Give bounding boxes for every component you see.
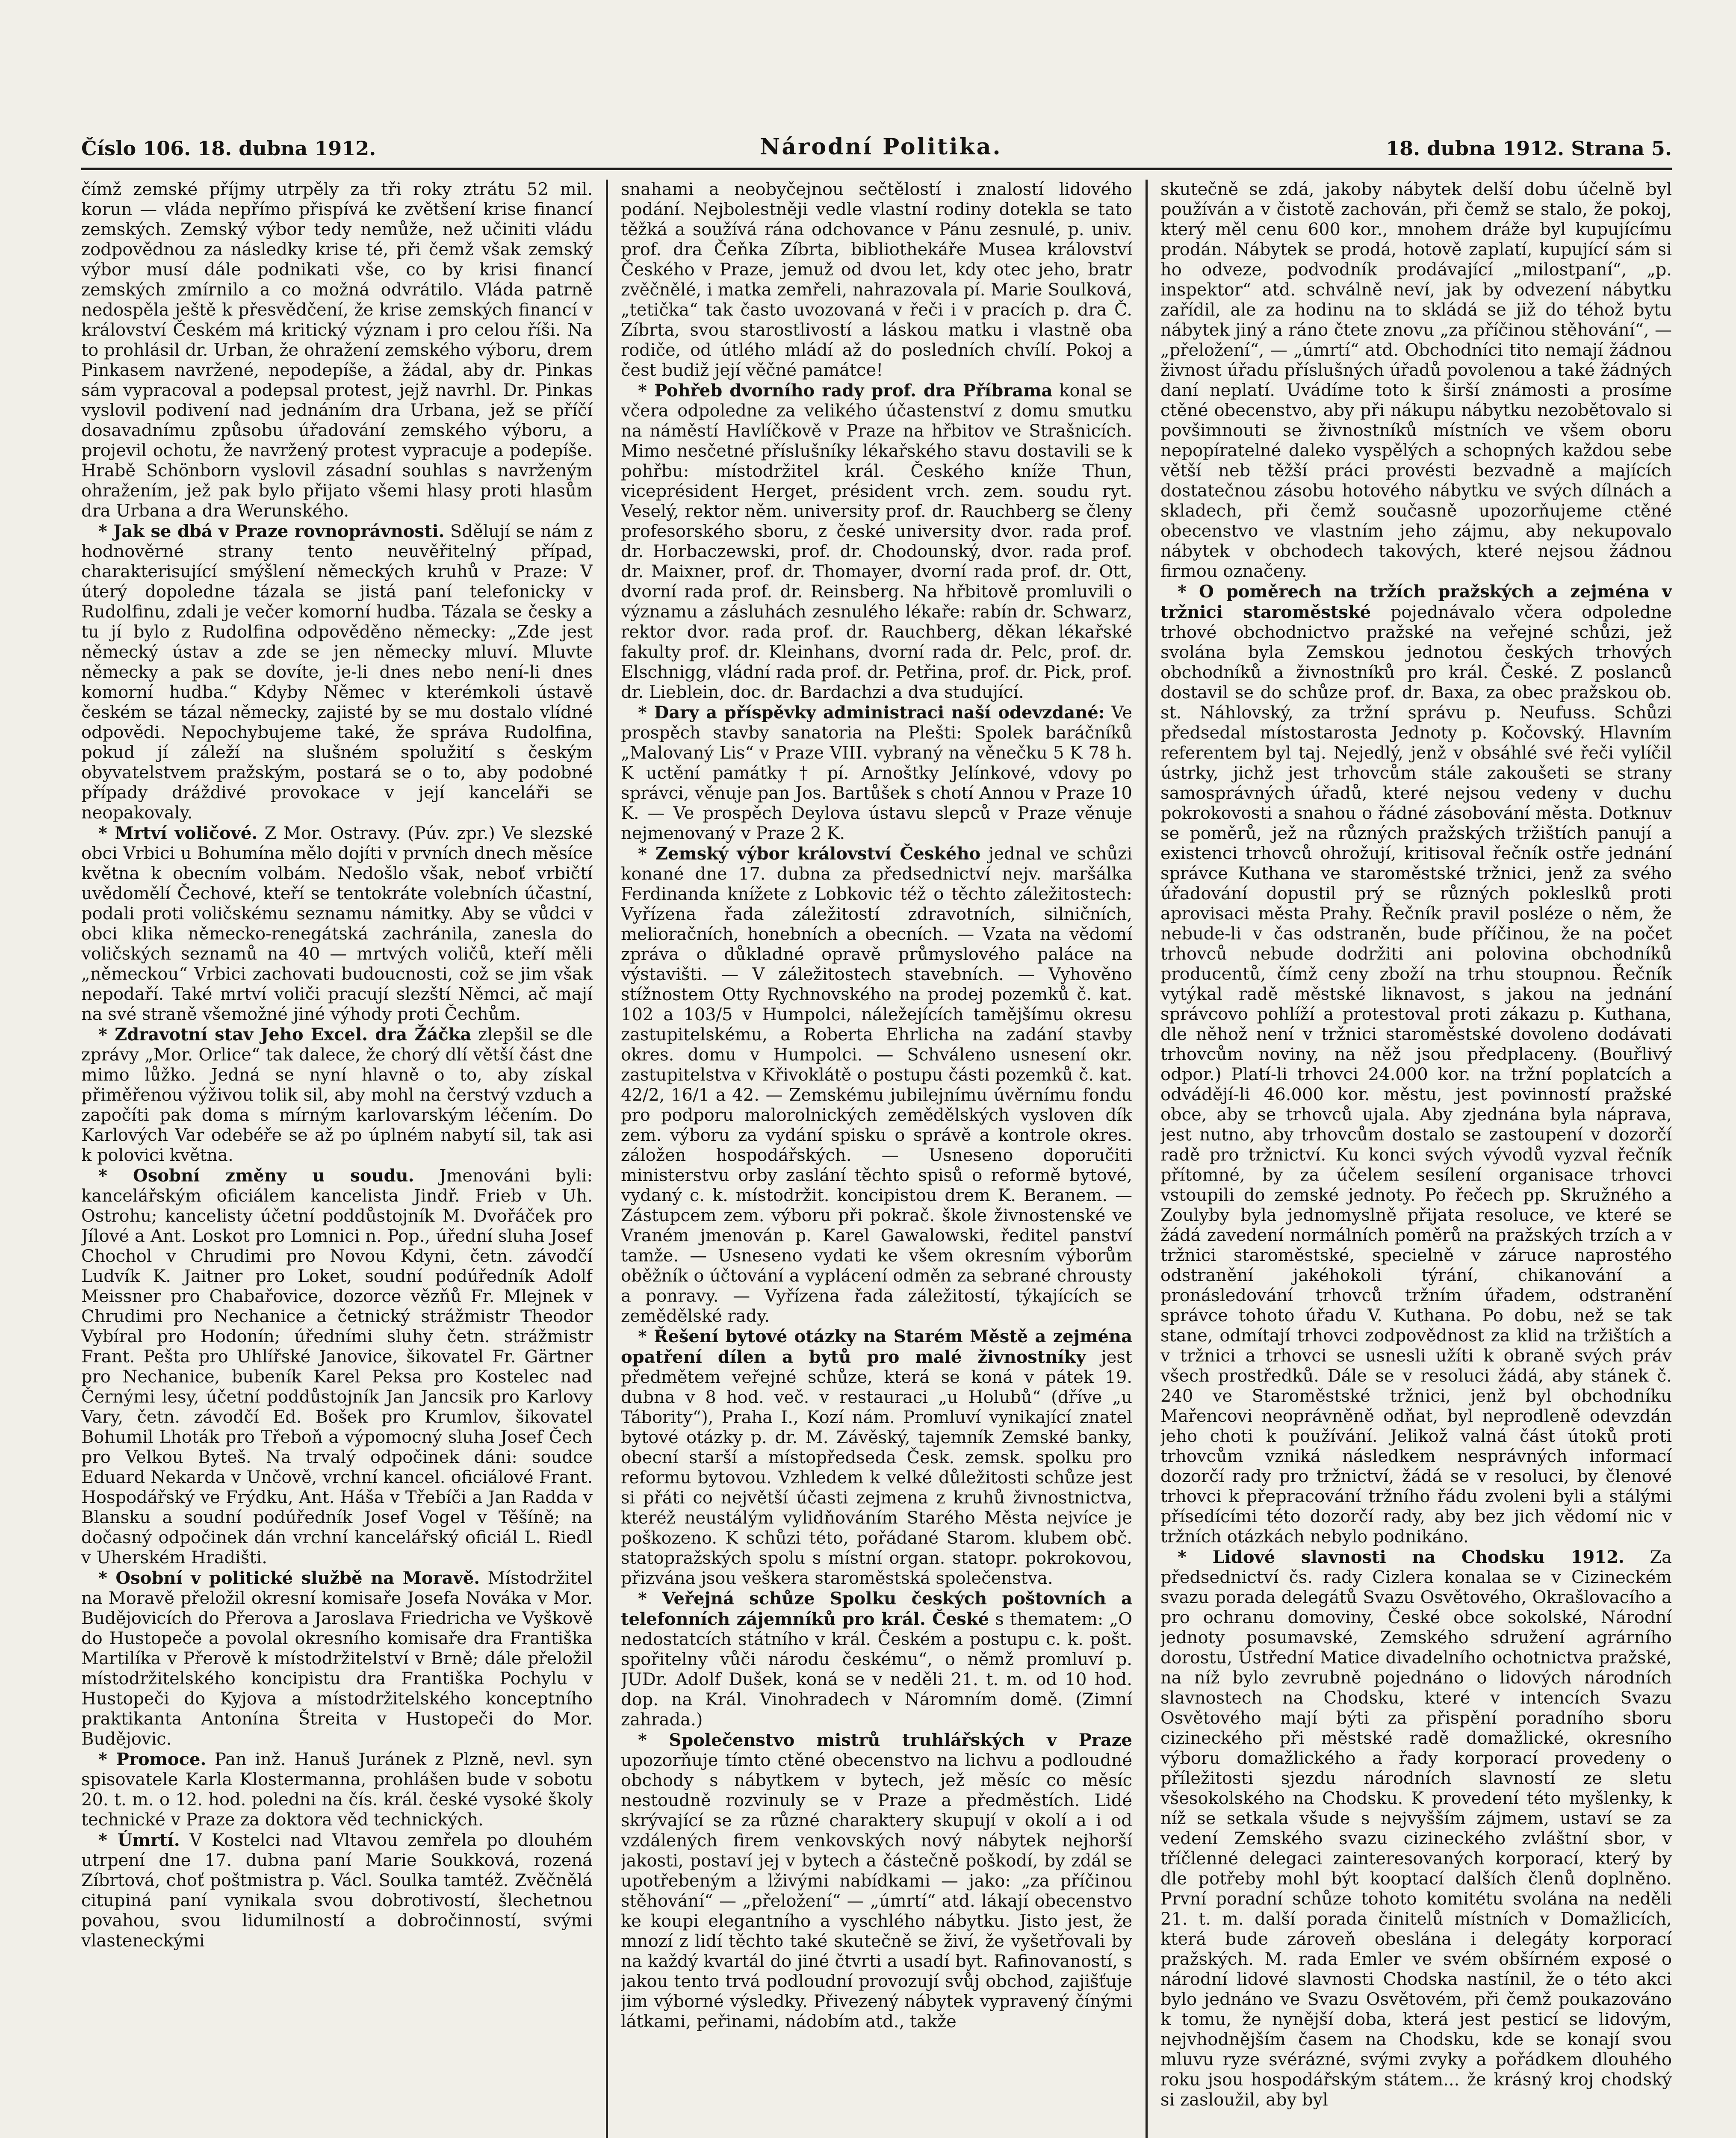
article-paragraph [621, 180, 1132, 381]
article-text: Ve prospěch stavby sanatoria na Plešti: Spolek baráčníků „Malovaný Lis“ v Praze VIII. vybraný na věnečku 5 K 78 h. K uctění památky † pí. Arnoštky Jelínkové, vdovy po správci, věnuje pan Jos. Bartůšek s chotí Annou v Praze 10 K. — Ve prospěch Deylova ústavu slepců v Praze věnuje nejmenovaný v Praze 2 K. [621, 703, 1132, 843]
issue-number: Číslo 106. 18. dubna 1912. [81, 137, 376, 160]
column-rule [606, 180, 608, 2138]
article-heading: * Veřejná schůze Spolku českých poštovních a telefonních zájemníků pro král. České [621, 1589, 1132, 1629]
article-text: konal se včera odpoledne za velikého účastenství z domu smutku na náměstí Havlíčkově v Praze na hřbitov ve Strašnicích. Mimo nesčetné příslušníky lékařského stavu dostavili se k pohřbu: místodržitel král. Českého kníže Thun, viceprésident Herget, président vrch. zem. soudu ryt. Veselý, rektor něm. university prof. dr. Rauchberg se členy profesorského sboru, z české university dvor. rada prof. dr. Horbaczewski, prof. dr. Chodounský, dvor. rada prof. dr. Maixner, prof. dr. Thomayer, dvorní rada prof. dr. Ott, dvorní rada prof. dr. Reinsberg. Na hřbitově promluvili o významu a zásluhách zesnulého lékaře: rabín dr. Schwarz, rektor dvor. rada prof. dr. Rauchberg, děkan lékařské fakulty prof. dr. Kleinhans, dvorní rada dr. Pelc, prof. dr. Elschnigg, vládní rada prof. dr. Petřina, prof. dr. Pick, prof. dr. Lieblein, doc. dr. Bardachzi a dva studující. [621, 381, 1132, 702]
article-paragraph [621, 703, 1132, 844]
article-text: upozorňuje tímto ctěné obecenstvo na lichvu a podloudné obchody s nábytkem v bytech, jež měsíc co měsíc nestoudně rozvinuly se v Praze a předměstích. Lidé skrývající se za různé charaktery skupují v okolí a i od vzdálených firem venkovských nový nábytek nejhorší jakosti, postaví jej v bytech a částečně poškodí, by zdál se upotřebeným a lživými nabídkami — jako: „za příčinou stěhování“ — „přeložení“ — „úmrtí“ atd. lákají obecenstvo ke koupi elegantního a vyschlého nábytku. Jisto jest, že mnozí z lidí těchto také skutečně se živí, že vyšetřovali by na každý kvartál do jiné čtvrti a usadí byt. Rafinovaností, s jakou tento trvá podloudní provozují svůj obchod, zajišťuje jim výborné výsledky. Přivezený nábytek vypravený čínými látkami, peřinami, nádobím atd., takže [621, 1751, 1132, 2032]
article-paragraph [81, 1166, 593, 1568]
article-paragraph [621, 1326, 1132, 1589]
column-3 [1160, 180, 1672, 2138]
article-text: Místodržitel na Moravě přeložil okresní komisaře Josefa Nováka v Mor. Budějovicích do Přerova a Jaroslava Friedricha ve Vyškově do Hustopeče a povolal okresního komisaře dra Františka Martilíka v Přerově k místodržitelství v Brně; dále přeložil místodržitelského koncipistu dra Františka Pochylu v Hustopeči do Kyjova a místodržitelského konceptního praktikanta Antonína Štreita v Hustopeči do Mor. Budějovic. [81, 1568, 593, 1749]
article-heading: * Pohřeb dvorního rady prof. dra Příbrama [638, 381, 1053, 401]
article-text: pojednávalo včera odpoledne trhové obchodnictvo pražské na veřejné schůzi, jež svolána byla Zemskou jednotou českých trhových obchodníků a živnostníků pro král. České. Z poslanců dostavil se do schůze prof. dr. Baxa, za obec pražskou ob. st. Náhlovský, za tržní správu p. Neufuss. Schůzi předsedal místostarosta Jednoty p. Kočovský. Hlavním referentem byl taj. Nejedlý, jenž v obsáhlé své řeči vylíčil ústrky, jichž jest trhovcům stále zakoušeti se strany samosprávných úřadů, které nejsou vedeny v duchu pokrokovosti a snahou o řádné zásobování města. Dotknuv se poměrů, jež na různých pražských tržištích panují a existenci trhovců ohrožují, kritisoval řečník ostře jednání správce Kuthana ve staroměstské tržnici, jenž za svého úřadování dopustil prý se různých pokleslků proti aprovisaci města Prahy. Řečník pravil posléze o něm, že nebude-li v čas odstraněn, bude příčinou, že na počet trhovců nebude dodržiti ani polovina obchodníků producentů, čímž ceny zboží na trhu stoupnou. Řečník vytýkal radě městské liknavost, s jakou na jednání správcovo pohlíží a protestoval proti zákazu p. Kuthana, dle něhož není v tržnici staroměstské dovoleno dodávati trhovcům noviny, na něž jsou předplaceny. (Bouřlivý odpor.) Platí-li trhovci 24.000 kor. na tržní poplatcích a odvádějí-li 46.000 kor. městu, jest povinností pražské obce, aby se trhovců ujala. Aby zjednána byla náprava, jest nutno, aby trhovcům dostalo se zastoupení v dozorčí radě pro tržnictví. Ku konci svých vývodů vyzval řečník přítomné, by za účelem sesílení organisace trhovci vstoupili do zemské jednoty. Po řečech pp. Skružného a Zoulyby byla jednomyslně přijata resoluce, ve které se žádá zavedení normálních poměrů na pražských trzích a v tržnici staroměstské, specielně v záruce naprostého odstranění jakéhokoli týrání, chikanování a pronásledování trhovců tržním úřadem, odstranění správce tohoto úřadu V. Kuthana. Po dobu, než se tak stane, odmítají trhovci zodpovědnost za klid na tržištích a v tržnici a trhovci se usnesli užíti k obraně svých práv všech prostředků. Dále se v resoluci žádá, aby stánek č. 240 ve Staroměstské tržnici, jenž byl obchodníku Mařencovi neoprávněně odňat, byl neprodleně odevzdán jeho choti k používání. Jelikož valná část útoků proti trhovcům vzniká následkem nesprávných informací dozorčí rady pro tržnictví, žádá se v resoluci, by členové trhovci k přepracování tržního řádu zvoleni byli a stálými přísedícími této dozorčí rady, aby bez jich vědomí nic v tržních otázkách nebylo podnikáno. [1160, 602, 1672, 1547]
article-paragraph [81, 180, 593, 521]
article-paragraph [621, 844, 1132, 1326]
article-paragraph [621, 1730, 1132, 2032]
article-text: Sdělují se nám z hodnověrné strany tento neuvěřitelný případ, charakterisující smýšlení německých kruhů v Praze: V úterý dopoledne tázala se jistá paní telefonicky v Rudolfinu, zdali je večer komorní hudba. Tázala se česky a tu jí bylo z Rudolfina odpověděno německy: „Zde jest německý ústav a zde se jen německy mluví. Mluvte německy a pak se dovíte, je-li dnes nebo není-li dnes komorní hudba.“ Kdyby Němec v kterémkoli ústavě českém se tázal německy, zajisté by se mu dostalo vlídné odpovědi. Nepochybujeme také, že správa Rudolfina, pokud jí záleží na slušném spolužití s českým obyvatelstvem pražským, postará se o to, aby podobné případy dráždivé provokace v její kanceláři se neopakovaly. [81, 522, 593, 823]
article-text: jednal ve schůzi konané dne 17. dubna za předsednictví nejv. maršálka Ferdinanda knížete z Lobkovic též o těchto záležitostech: Vyřízena řada záležitostí zdravotních, silničních, melioračních, honebních a obecních. — Vzata na vědomí zpráva o důkladné opravě průmyslového paláce na výstavišti. — V záležitostech stavebních. — Vyhověno stížnostem Otty Rychnovského na prodej pozemků č. kat. 102 a 103/5 v Humpolci, náležejících tamějšímu okresu zastupitelskému, a Roberta Ehrlicha na zadání stavby okres. domu v Humpolci. — Schváleno usnesení okr. zastupitelstva v Křivoklátě o postupu části pozemků č. kat. 42/2, 16/1 a 42. — Zemskému jubilejnímu úvěrnímu fondu pro podporu malorolnických zemědělských vysloven dík zem. výboru za vydání spisku o správě a kontrole okres. záložen hospodářských. — Usneseno doporučiti ministerstvu orby zaslání těchto spisů o reformě bytové, vydaný c. k. místodržit. koncipistou drem K. Beranem. — Zástupcem zem. výboru při pokrač. škole živnostenské ve Vraném jmenován p. Karel Gawalowski, ředitel panství tamže. — Usneseno vydati ke všem okresním výborům oběžník o účtování a vyplácení odměn za sebrané chrousty a ponravy. — Vyřízena řada záležitostí, týkajících se zemědělské rady. [621, 844, 1132, 1326]
date-page: 18. dubna 1912. Strana 5. [1386, 137, 1672, 160]
article-heading: * O poměrech na tržích pražských a zejména v tržnici staroměstské [1160, 582, 1672, 622]
article-paragraph [621, 381, 1132, 703]
article-heading: * Lidové slavnosti na Chodsku 1912. [1178, 1547, 1624, 1567]
page-header [81, 0, 1672, 170]
article-heading: * Společenstvo mistrů truhlářských v Praze [638, 1730, 1132, 1750]
article-paragraph [81, 1749, 593, 1830]
article-paragraph [1160, 582, 1672, 1547]
article-text: čímž zemské příjmy utrpěly za tři roky ztrátu 52 mil. korun — vláda nepřímo přispívá ke zvětšení krise financí zemských. Zemský výbor tedy nemůže, než učiniti vládu zodpovědnou za následky krise té, při čemž však zemský výbor musí dále podnikati vše, co by krisi financí zemských zmírnilo a co možná odvrátilo. Vláda patrně nedospěla ještě k přesvědčení, že krise zemských financí v království Českém má kritický význam i pro celou říši. Na to prohlásil dr. Urban, že ohražení zemského výboru, drem Pinkasem navržené, nepodepíše, a žádal, aby dr. Pinkas sám vypracoval a podepsal protest, jejž navrhl. Dr. Pinkas vyslovil podivení nad jednáním dra Urbana, jež se příčí dosavadnímu způsobu úřadování zemského výboru, a projevil ochotu, že navržený protest vypracuje a podepíše. Hrabě Schönborn vyslovil zásadní souhlas s navrženým ohražením, jež pak bylo přijato všemi hlasy proti hlasům dra Urbana a dra Werunského. [81, 180, 593, 521]
column-1 [81, 180, 593, 2138]
article-paragraph [1160, 180, 1672, 582]
article-text: Pan inž. Hanuš Juránek z Plzně, nevl. syn spisovatele Karla Klostermanna, prohlášen bude v sobotu 20. t. m. o 12. hod. poledni na čís. král. české vysoké školy technické v Praze za doktora věd technických. [81, 1750, 593, 1830]
article-heading: * Promoce. [98, 1749, 207, 1769]
article-heading: * Osobní změny u soudu. [98, 1166, 414, 1186]
article-text: V Kostelci nad Vltavou zemřela po dlouhém utrpení dne 17. dubna paní Marie Soukková, rozená Zíbrtová, choť poštmistra p. Václ. Soulka tamtéž. Zvěčnělá citupiná paní vynikala svou dobrotivostí, šlechetnou povahou, svou lidumilností a dobročinností, svými vlasteneckými [81, 1831, 593, 1951]
article-heading: * Řešení bytové otázky na Starém Městě a zejména opatření dílen a bytů pro malé živnostníky [621, 1326, 1132, 1367]
article-heading: * Zemský výbor království Českého [638, 844, 981, 864]
article-heading: * Zdravotní stav Jeho Excel. dra Žáčka [98, 1025, 472, 1045]
article-text: skutečně se zdá, jakoby nábytek delší dobu účelně byl používán a v čistotě zachován, při čemž se stalo, že pokoj, který měl cenu 600 kor., mnohem dráže byl kupujícímu prodán. Nábytek se prodá, hotově zaplatí, kupující sám si ho odveze, podvodník prodávající „milostpaní“, „p. inspektor“ atd. schválně neví, jak by odvezení nábytku zařídil, ale za hodinu na to skládá se již do téhož bytu nábytek jiný a ráno čtete znovu „za příčinou stěhování“, — „přeložení“, — „úmrtí“ atd. Obchodníci tito nemají žádnou živnost úřadu příslušných úřadů povolenou a také žádných daní neplatí. Uvádíme toto k širší známosti a prosíme ctěné obecenstvo, aby při nákupu nábytku nezobětovalo si povšimnouti se živnostníků místních ve všem oboru nepopíratelné daleko vyspělých a schopných každou sebe větší neb těžší práci provésti bezvadně a majících dostatečnou zásobu hotového nábytku ve svých dílnách a skladech, při čemž současně upozorňujeme ctěné obecenstvo ve vlastním jeho zájmu, aby nekupovalo nábytek v obchodech takových, které nejsou žádnou firmou označeny. [1160, 180, 1672, 581]
article-heading: * Úmrtí. [98, 1830, 180, 1850]
masthead-title: Národní Politika. [759, 134, 1002, 160]
article-paragraph [81, 823, 593, 1025]
article-paragraph [621, 1589, 1132, 1730]
column-2 [621, 180, 1132, 2138]
article-text: snahami a neobyčejnou sečtělostí i znalostí lidového podání. Nejbolestněji vedle vlastní rodiny dotekla se tato těžká a soužívá rána odchovance v Pánu zesnulé, p. univ. prof. dra Čeňka Zíbrta, bibliothekáře Musea království Českého v Praze, jemuž od dvou let, kdy otec jeho, bratr zvěčnělé, i matka zemřeli, nahrazovala pí. Marie Soulková, „tetička“ tak často uvozovaná v řeči i v pracích p. dra Č. Zíbrta, svou starostlivostí a láskou matku i vlastně oba rodiče, od útlého mládí až do posledních chvílí. Pokoj a čest budiž její věčné památce! [621, 180, 1132, 380]
article-text: s thematem: „O nedostatcích státního v král. Českém a postupu c. k. pošt. spořitelny vůči národu českému“, o němž promluví p. JUDr. Adolf Dušek, koná se v neděli 21. t. m. od 10 hod. dop. na Král. Vinohradech v Náromním domě. (Zimní zahrada.) [621, 1609, 1132, 1730]
article-paragraph [81, 1568, 593, 1749]
article-paragraph [81, 1830, 593, 1951]
article-text: zlepšil se dle zprávy „Mor. Orlice“ tak dalece, že chorý dlí větší část dne mimo lůžko. Jedná se nyní hlavně o to, aby získal přiměřenou výživou tolik sil, aby mohl na čerstvý vzduch a započíti pak doma s mírným karlovarským léčením. Do Karlových Var odebéře se až po úplném nabytí sil, tak asi k polovici května. [81, 1025, 593, 1165]
article-paragraph [1160, 1547, 1672, 2110]
article-heading: * Dary a příspěvky administraci naší odevzdané: [638, 703, 1105, 723]
article-text: Z Mor. Ostravy. (Púv. zpr.) Ve slezské obci Vrbici u Bohumína mělo dojíti v prvních dnech měsíce května k obecním volbám. Nedošlo však, neboť vrbičtí uvědomělí Čechové, kteří se tentokráte volebních účastní, podali proti voličskému seznamu námitky. Aby se vůdci v obci klika německo-renegátská zachránila, zanesla do voličských seznamů na 40 — mrtvých voličů, kteří měli „německou“ Vrbici zachovati budoucnosti, což se jim však nepodaří. Také mrtví voliči pracují slezští Němci, ač mají na své straně všemožné jiné výhody proti Čechům. [81, 824, 593, 1024]
article-paragraph [81, 521, 593, 823]
columns [81, 170, 1672, 2138]
article-heading: * Osobní v politické službě na Moravě. [98, 1568, 480, 1588]
article-paragraph [81, 1025, 593, 1166]
article-text: jest předmětem veřejné schůze, která se koná v pátek 19. dubna v 8 hod. več. v restauraci „u Holubů“ (dříve „u Tábority“), Praha I., Kozí nám. Promluví vynikající znatel bytové otázky p. dr. M. Závěský, tajemník Zemské banky, obecní starší a místopředseda Česk. zemsk. spolku pro reformu bytovou. Vzhledem k velké důležitosti schůze jest si přáti co největší účasti zejmena z kruhů živnostnictva, kteréž neustálým vylidňováním Starého Města nejvíce je poškozeno. K schůzi této, pořádané Starom. klubem obč. statopražských spolu s místní organ. statopr. pokrokovou, přizvána jsou veškera staroměstská společenstva. [621, 1347, 1132, 1588]
column-rule [1146, 180, 1148, 2138]
article-heading: * Mrtví voličové. [98, 823, 258, 843]
article-text: Za předsednictví čs. rady Cizlera konalaa se v Cizineckém svazu porada delegátů Svazu Osvětového, Okrašlovacího a pro ochranu domoviny, České obce sokolské, Národní jednoty posumavské, Zemského sdružení agrárního dorostu, Ústřední Matice divadelního ochotnictva pražské, na níž bylo zevrubně pojednáno o lidových národních slavnostech na Chodsku, které v intencích Svazu Osvětového mají býti za přispění poradního sboru cizineckého při městské radě domažlické, okresního výboru domažlického a řady korporací provedeny o příležitosti sjezdu národních slavností ze sletu všesokolského na Chodsku. K provedení této myšlenky, k níž se setkala všude s nejvyšším zájmem, ustaví se za vedení Zemského svazu cizineckého zvláštní sbor, v tříčlenné delegaci zainteresovaných korporací, který by dle potřeby mohl být kooptací dalších členů doplněno. První poradní schůze tohoto komitétu svolána na neděli 21. t. m. další porada činitelů místních v Domažlicích, která bude zároveň obeslána i delegáty korporací pražských. M. rada Emler ve svém obšírném exposé o národní lidové slavnosti Chodska nastínil, že o této akci bylo jednáno ve Svazu Osvětovém, při čemž poukazováno k tomu, že nynější doba, která jest pesticí se lidovým, nejvhodnějším časem na Chodsku, kde se konají svou mluvu ryze svérázné, svými zvyky a pořádkem dlouhého roku jsou hospodářským státem... že krásný kroj chodský si zasloužil, aby byl [1160, 1547, 1672, 2110]
article-heading: * Jak se dbá v Praze rovnoprávnosti. [98, 521, 445, 541]
article-text: Jmenováni byli: kancelářským oficiálem kancelista Jindř. Frieb v Uh. Ostrohu; kancelisty účetní poddůstojník M. Dvořáček pro Jílové a Ant. Loskot pro Lomnici n. Pop., úřední sluha Josef Chochol v Chrudimi pro Novou Kdyni, četn. závodčí Ludvík K. Jaitner pro Loket, soudní podúředník Adolf Meissner pro Chabařovice, dozorce vězňů Fr. Mlejnek v Chrudimi pro Nechanice a četnický strážmistr Theodor Vybíral pro Hodonín; úředními sluhy četn. strážmistr Frant. Pešta pro Uhlířské Janovice, šikovatel Fr. Gärtner pro Nechanice, bubeník Karel Peksa pro Kostelec nad Černými lesy, účetní poddůstojník Jan Jancsik pro Karlovy Vary, četn. závodčí Ed. Bošek pro Krumlov, šikovatel Bohumil Lhoták pro Třeboň a výpomocný sluha Josef Čech pro Velkou Byteš. Na trvalý odpočinek dáni: soudce Eduard Nekarda v Unčově, vrchní kancel. oficiálové Frant. Hospodářský ve Frýdku, Ant. Háša v Třebíči a Jan Radda v Blansku a soudní podúředník Josef Vogel v Těšíně; na dočasný odpočinek dán vrchní kancelářský oficiál L. Riedl v Uherském Hradišti. [81, 1166, 593, 1568]
